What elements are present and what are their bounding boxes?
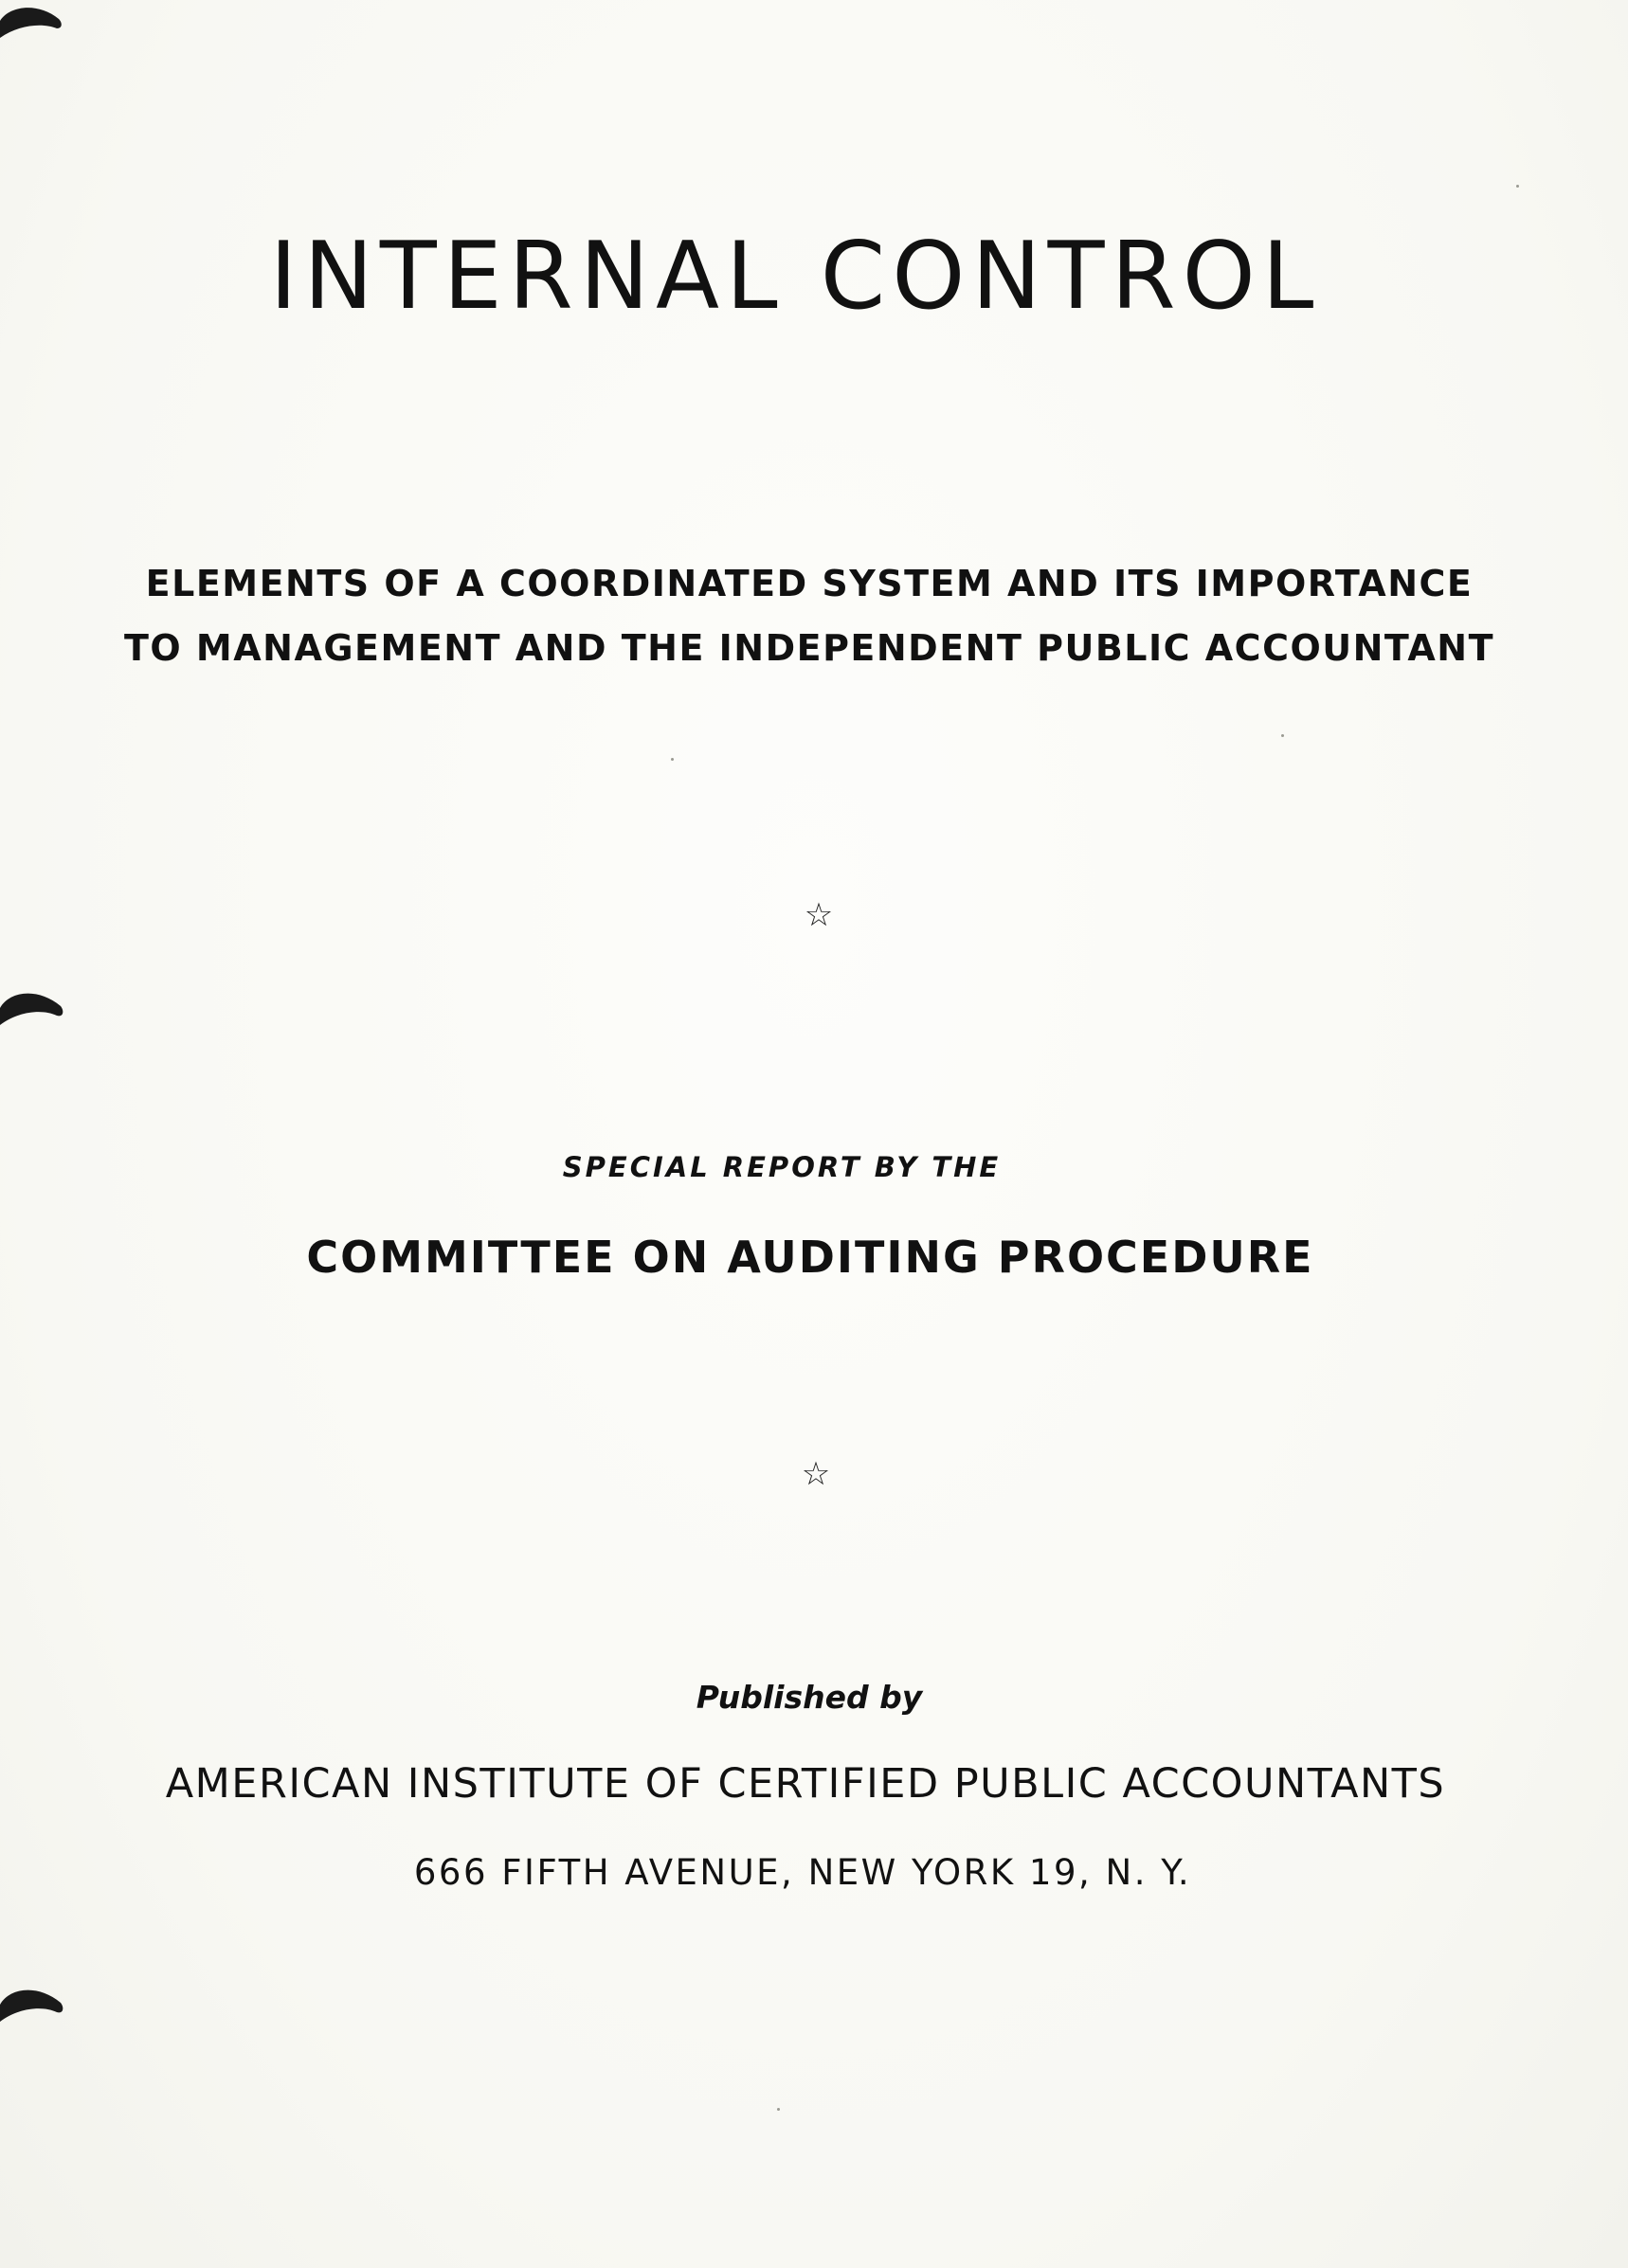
committee-name: COMMITTEE ON AUDITING PROCEDURE [306,1232,1314,1283]
paper-speck [1516,185,1519,188]
special-report-label: SPECIAL REPORT BY THE [562,1151,1002,1183]
document-title: INTERNAL CONTROL [269,223,1321,331]
subtitle-line-1: ELEMENTS OF A COORDINATED SYSTEM AND ITS IMPORTANCE [145,563,1474,604]
paper-speck [1281,734,1284,737]
paper-speck [671,758,674,761]
punch-hole-top [0,0,66,59]
star-divider-2: ☆ [801,1455,831,1493]
punch-hole-bottom [0,1982,66,2041]
punch-hole-middle [0,985,66,1044]
star-divider-1: ☆ [804,896,834,934]
paper-speck [777,2108,780,2111]
publisher-name: AMERICAN INSTITUTE OF CERTIFIED PUBLIC ACCOUNTANTS [165,1760,1446,1808]
published-by-label: Published by [696,1679,923,1716]
subtitle-line-2: TO MANAGEMENT AND THE INDEPENDENT PUBLIC ACCOUNTANT [123,627,1495,669]
publisher-address: 666 FIFTH AVENUE, NEW YORK 19, N. Y. [413,1852,1192,1893]
